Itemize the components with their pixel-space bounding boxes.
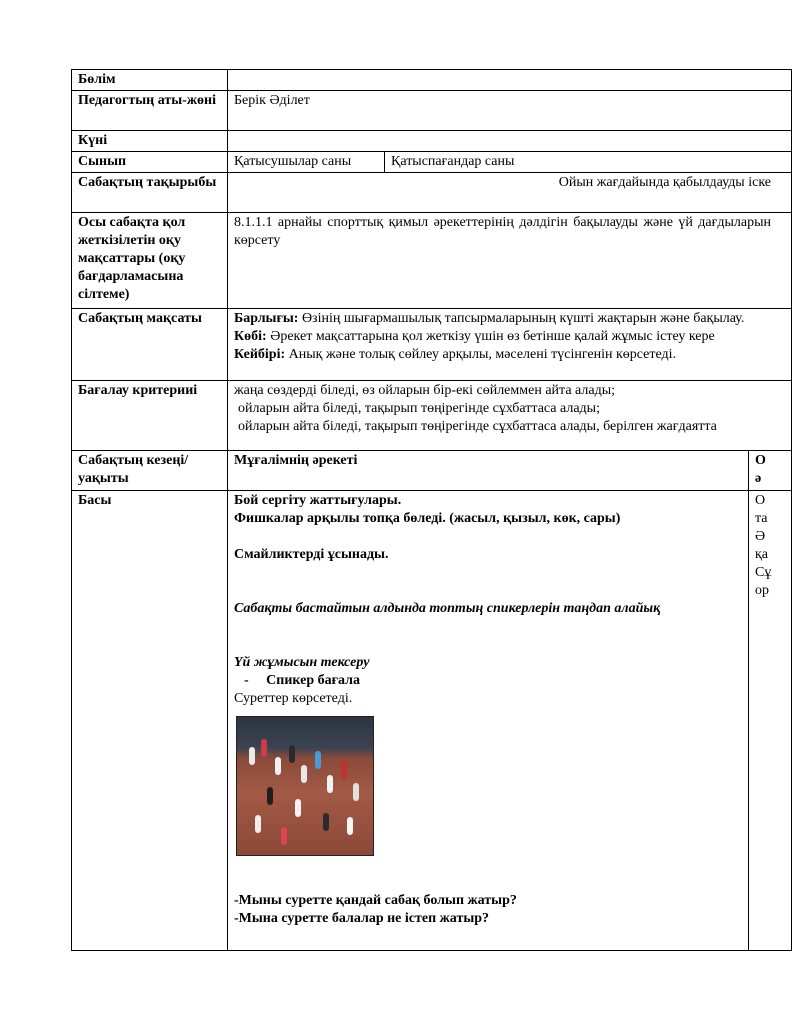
goal-label: Сабақтың мақсаты <box>72 309 228 381</box>
student-action-fragment: О та Ә қа Сұ ор <box>749 491 792 951</box>
row-criteria <box>72 381 792 451</box>
smileys-text: Смайликтерді ұсынады. <box>234 547 389 562</box>
teacher-label: Педагогтың аты-жөні <box>72 91 228 131</box>
question-2: -Мына суретте балалар не істеп жатыр? <box>234 911 490 926</box>
absent-label: Қатыспағандар саны <box>385 152 792 173</box>
row-topic <box>72 173 792 213</box>
row-teacher <box>72 91 792 131</box>
row-objectives <box>72 213 792 309</box>
row-goal <box>72 309 792 381</box>
homework-text: Үй жұмысын тексеру <box>234 655 370 670</box>
criteria-cell <box>228 381 792 451</box>
goal-all <box>234 310 779 328</box>
speakers-text: Сабақты бастайтын алдында топтың спикерлерін таңдап алайық <box>234 601 661 616</box>
goal-some <box>234 346 779 364</box>
stage-label: Сабақтың кезеңі/ уақыты <box>72 451 228 491</box>
goal-most-label: Көбі: <box>234 329 267 344</box>
topic-cell <box>228 173 792 213</box>
participants-label: Қатысушылар саны <box>228 152 385 173</box>
criteria-1: жаңа сөздерді біледі, өз ойларын бір-екі сөйлеммен айта алады; <box>234 383 615 398</box>
topic-label: Сабақтың тақырыбы <box>72 173 228 213</box>
topic-value: Ойын жағдайында қабылдауды іске <box>558 175 771 190</box>
start-content <box>228 491 749 951</box>
row-date <box>72 131 792 152</box>
row-start <box>72 491 792 951</box>
goal-some-text: Анық және толық сөйлеу арқылы, мәселені түсінгенін көрсетеді. <box>288 347 677 362</box>
date-value <box>228 131 792 152</box>
objectives-cell <box>228 213 792 309</box>
teacher-value: Берік Әділет <box>228 91 792 131</box>
criteria-3: ойларын айта біледі, тақырып төңірегінде сұхбаттаса алады, берілген жағдаятта <box>238 419 717 434</box>
section-value <box>228 70 792 91</box>
lesson-plan-table <box>71 69 792 951</box>
row-plan-header <box>72 451 792 491</box>
goal-most-text: Әрекет мақсаттарына қол жеткізу үшін өз бетінше қалай жұмыс істеу кере <box>270 329 715 344</box>
runners-photo <box>236 716 374 856</box>
objectives-value: 8.1.1.1 арнайы спорттық қимыл әрекеттерінің дәлдігін бақылауды және үй дағдыларын көрсету <box>234 215 771 248</box>
row-class <box>72 152 792 173</box>
row-section <box>72 70 792 91</box>
speaker-grade-text: Спикер бағала <box>266 673 360 688</box>
goal-cell <box>228 309 792 381</box>
shows-pictures-text: Суреттер көрсетеді. <box>234 691 353 706</box>
question-1: -Мыны суретте қандай сабақ болып жатыр? <box>234 893 517 908</box>
speaker-grade-item: - Спикер бағала <box>244 673 360 688</box>
section-label: Бөлім <box>72 70 228 91</box>
criteria-label: Бағалау критерииі <box>72 381 228 451</box>
warmup-text: Бой сергіту жаттығулары. <box>234 493 402 508</box>
teacher-action-label: Мұғалімнің әрекеті <box>228 451 749 491</box>
student-header-fragment: О ә <box>749 451 792 491</box>
objectives-label: Осы сабақта қол жеткізілетін оқу мақсаттары (оқу бағдарламасына сілтеме) <box>72 213 228 309</box>
groups-text: Фишкалар арқылы топқа бөледі. (жасыл, қызыл, көк, сары) <box>234 511 621 526</box>
criteria-2: ойларын айта біледі, тақырып төңірегінде сұхбаттаса алады; <box>238 401 600 416</box>
goal-some-label: Кейбірі: <box>234 347 286 362</box>
goal-most <box>234 328 779 346</box>
goal-all-text: Өзінің шығармашылық тапсырмаларының күшті жақтарын және бақылау. <box>301 311 745 326</box>
class-label: Сынып <box>72 152 228 173</box>
goal-all-label: Барлығы: <box>234 311 299 326</box>
start-label: Басы <box>72 491 228 951</box>
date-label: Күні <box>72 131 228 152</box>
